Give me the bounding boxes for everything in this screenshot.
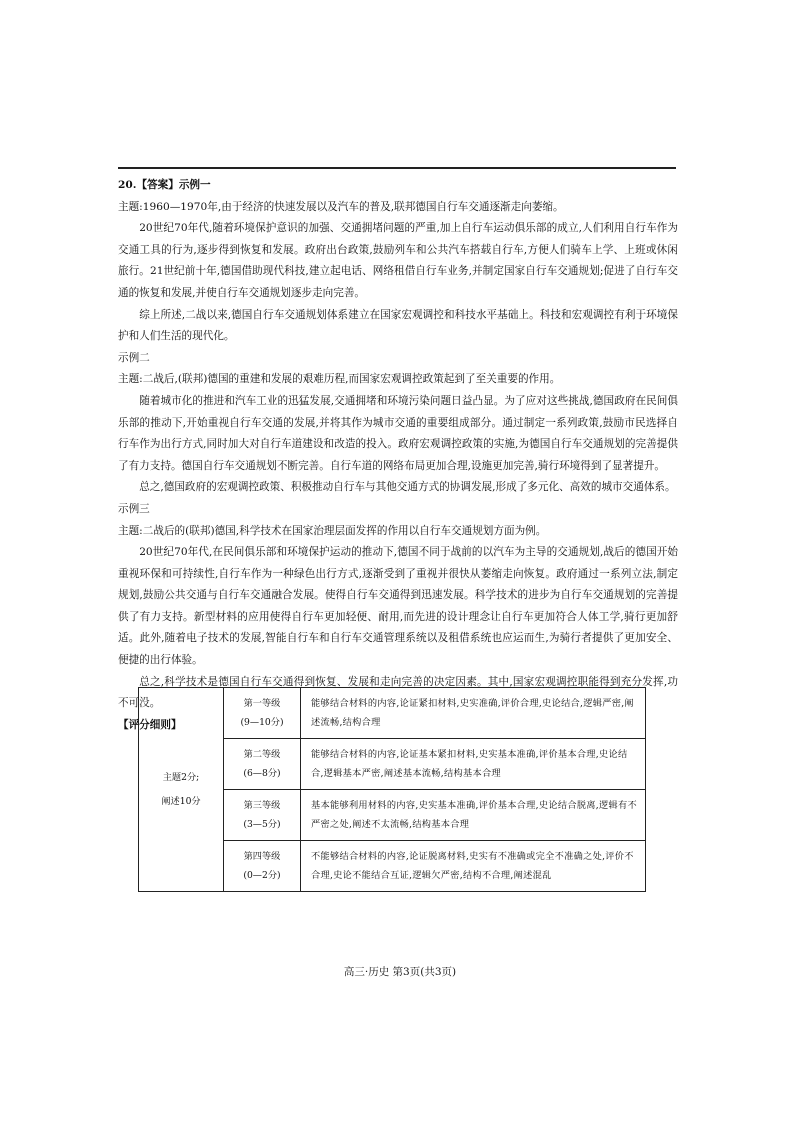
- question-number: 20.: [118, 179, 137, 191]
- level-description: 能够结合材料的内容,论证紧扣材料,史实准确,评价合理,史论结合,逻辑严密,阐述流畅,结构合理: [301, 688, 646, 739]
- level-name: 第二等级: [243, 749, 281, 760]
- answer-section: [118, 175, 678, 736]
- level-name: 第三等级: [243, 800, 281, 811]
- level-description: 不能够结合材料的内容,论证脱离材料,史实有不准确或完全不准确之处,评价不合理,史论不能结合互证,逻辑欠严密,结构不合理,阐述混乱: [301, 841, 646, 892]
- level-score: (0—2分): [243, 870, 281, 881]
- topic-score-label: 主题2分;: [162, 771, 200, 783]
- ex1-paragraph-1: 20世纪70年代,随着环境保护意识的加强、交通拥堵问题的严重,加上自行车运动俱乐部的成立,人们利用自行车作为交通工具的行为,逐步得到恢复和发展。政府出台政策,鼓励列车和公共汽车搭载自行车,方便人们骑车上学、上班或休闲旅行。21世纪前十年,德国借助现代科技,建立起电话、网络租借自行车业务,并制定国家自行车交通规划;促进了自行车交通的恢复和发展,并使自行车交通规划逐步走向完善。: [118, 222, 678, 299]
- answer-tag: 【答案】: [136, 179, 179, 191]
- ex2-theme: 主题:二战后,(联邦)德国的重建和发展的艰难历程,而国家宏观调控政策起到了至关重要的作用。: [118, 373, 561, 386]
- answer-heading: [118, 175, 678, 197]
- ex2-label: 示例二: [118, 351, 150, 364]
- rubric-table: [138, 687, 646, 892]
- level-cell: [224, 790, 301, 841]
- explain-score-label: 阐述10分: [161, 795, 201, 807]
- ex1-paragraph-2: 综上所述,二战以来,德国自行车交通规划体系建立在国家宏观调控和科技水平基础上。科技和宏观调控有利于环境保护和人们生活的现代化。: [118, 308, 678, 343]
- level-score: (6—8分): [243, 768, 281, 779]
- level-cell: [224, 739, 301, 790]
- level-name: 第一等级: [243, 698, 281, 709]
- level-score: (3—5分): [243, 819, 281, 830]
- level-description: 能够结合材料的内容,论证基本紧扣材料,史实基本准确,评价基本合理,史论结合,逻辑基本严密,阐述基本流畅,结构基本合理: [301, 739, 646, 790]
- ex3-paragraph-2: 总之,科学技术是德国自行车交通得到恢复、发展和走向完善的决定因素。其中,国家宏观调控职能得到充分发挥,功不可没。: [118, 675, 678, 710]
- sample-label: 示例一: [178, 179, 211, 191]
- ex2-paragraph-2: 总之,德国政府的宏观调控政策、积极推动自行车与其他交通方式的协调发展,形成了多元化、高效的城市交通体系。: [139, 481, 676, 494]
- level-cell: [224, 688, 301, 739]
- top-rule: [118, 167, 676, 169]
- topic-score-cell: [139, 688, 224, 892]
- rubric-title: 【评分细则】: [118, 718, 182, 731]
- level-cell: [224, 841, 301, 892]
- level-score: (9—10分): [240, 717, 284, 728]
- ex3-label: 示例三: [118, 502, 150, 515]
- level-name: 第四等级: [243, 851, 281, 862]
- table-row: [139, 688, 646, 739]
- level-description: 基本能够利用材料的内容,史实基本准确,评价基本合理,史论结合脱离,逻辑有不严密之处,阐述不太流畅,结构基本合理: [301, 790, 646, 841]
- ex1-theme: 主题:1960—1970年,由于经济的快速发展以及汽车的普及,联邦德国自行车交通逐渐走向萎缩。: [118, 200, 564, 213]
- page-footer: 高三·历史 第3页(共3页): [343, 966, 457, 978]
- ex3-theme: 主题:二战后的(联邦)德国,科学技术在国家治理层面发挥的作用以自行车交通规划方面为例。: [118, 524, 547, 537]
- ex3-paragraph-1: 20世纪70年代,在民间俱乐部和环境保护运动的推动下,德国不同于战前的以汽车为主导的交通规划,战后的德国开始重视环保和可持续性,自行车作为一种绿色出行方式,逐渐受到了重视并很快从萎缩走向恢复。政府通过一系列立法,制定规划,鼓励公共交通与自行车交通融合发展。使得自行车交通得到迅速发展。科学技术的进步为自行车交通规划的完善提供了有力支持。新型材料的应用使得自行车更加轻便、耐用,而先进的设计理念让自行车更加符合人体工学,骑行更加舒适。此外,随着电子技术的发展,智能自行车和自行车交通管理系统以及租借系统也应运而生,为骑行者提供了更加安全、便捷的出行体验。: [118, 546, 678, 667]
- ex2-paragraph-1: 随着城市化的推进和汽车工业的迅猛发展,交通拥堵和环境污染问题日益凸显。为了应对这些挑战,德国政府在民间俱乐部的推动下,开始重视自行车交通的发展,并将其作为城市交通的重要组成部分。通过制定一系列政策,鼓励市民选择自行车作为出行方式,同时加大对自行车道建设和改造的投入。政府宏观调控政策的实施,为德国自行车交通规划的完善提供了有力支持。德国自行车交通规划不断完善。自行车道的网络布局更加合理,设施更加完善,骑行环境得到了显著提升。: [118, 394, 678, 472]
